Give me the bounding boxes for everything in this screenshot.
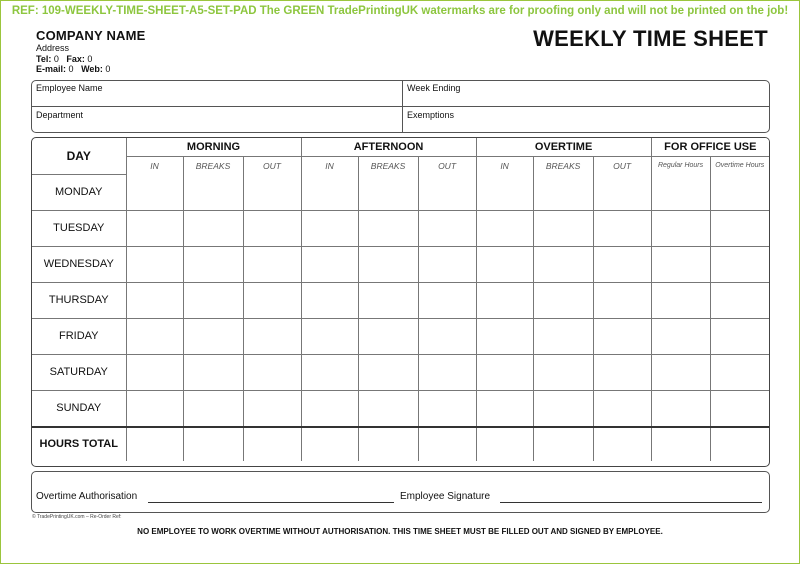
afternoon-header: AFTERNOON bbox=[301, 138, 476, 157]
overtime-breaks-cell[interactable] bbox=[533, 390, 593, 427]
morning-in-cell[interactable] bbox=[126, 390, 183, 427]
overtime-in-header: IN bbox=[476, 157, 533, 175]
morning-in-cell[interactable] bbox=[126, 282, 183, 318]
overtime-hours-cell[interactable] bbox=[710, 354, 769, 390]
regular-hours-cell[interactable] bbox=[651, 318, 710, 354]
overtime-hours-cell[interactable] bbox=[710, 174, 769, 210]
afternoon-in-cell[interactable] bbox=[301, 390, 358, 427]
employee-name-field[interactable]: Employee Name bbox=[36, 83, 103, 93]
regular-hours-total-cell[interactable] bbox=[651, 427, 710, 461]
overtime-out-cell[interactable] bbox=[593, 354, 651, 390]
company-email-web bbox=[36, 64, 146, 75]
overtime-breaks-total-cell[interactable] bbox=[533, 427, 593, 461]
overtime-out-cell[interactable] bbox=[593, 282, 651, 318]
morning-in-total-cell[interactable] bbox=[126, 427, 183, 461]
afternoon-out-cell[interactable] bbox=[418, 282, 476, 318]
afternoon-breaks-cell[interactable] bbox=[358, 174, 418, 210]
morning-out-total-cell[interactable] bbox=[243, 427, 301, 461]
regular-hours-cell[interactable] bbox=[651, 282, 710, 318]
table-row bbox=[32, 246, 769, 282]
morning-breaks-cell[interactable] bbox=[183, 282, 243, 318]
overtime-header: OVERTIME bbox=[476, 138, 651, 157]
employee-signature-label: Employee Signature bbox=[400, 491, 491, 502]
hours-total-label: HOURS TOTAL bbox=[32, 427, 126, 461]
week-ending-field[interactable]: Week Ending bbox=[407, 83, 461, 93]
overtime-in-cell[interactable] bbox=[476, 390, 533, 427]
morning-out-cell[interactable] bbox=[243, 354, 301, 390]
tel-label: Tel: bbox=[36, 53, 52, 64]
overtime-hours-cell[interactable] bbox=[710, 318, 769, 354]
day-label: WEDNESDAY bbox=[32, 246, 126, 282]
day-column-header: DAY bbox=[32, 138, 126, 174]
overtime-out-cell[interactable] bbox=[593, 210, 651, 246]
morning-header: MORNING bbox=[126, 138, 301, 157]
overtime-authorisation-label: Overtime Authorisation bbox=[36, 491, 138, 502]
overtime-hours-total-cell[interactable] bbox=[710, 427, 769, 461]
signoff-box bbox=[31, 471, 770, 513]
afternoon-breaks-cell[interactable] bbox=[358, 390, 418, 427]
afternoon-breaks-cell[interactable] bbox=[358, 210, 418, 246]
footer-notice: NO EMPLOYEE TO WORK OVERTIME WITHOUT AUTHORISATION. THIS TIME SHEET MUST BE FILLED OUT AND SIGNED BY EMPLOYEE. bbox=[137, 527, 663, 536]
day-label: FRIDAY bbox=[32, 318, 126, 354]
afternoon-in-cell[interactable] bbox=[301, 246, 358, 282]
table-row bbox=[32, 318, 769, 354]
overtime-hours-cell[interactable] bbox=[710, 282, 769, 318]
regular-hours-cell[interactable] bbox=[651, 210, 710, 246]
regular-hours-header: Regular Hours bbox=[651, 157, 710, 175]
afternoon-breaks-cell[interactable] bbox=[358, 246, 418, 282]
afternoon-in-cell[interactable] bbox=[301, 174, 358, 210]
afternoon-in-cell[interactable] bbox=[301, 354, 358, 390]
regular-hours-cell[interactable] bbox=[651, 246, 710, 282]
overtime-hours-cell[interactable] bbox=[710, 210, 769, 246]
overtime-in-cell[interactable] bbox=[476, 282, 533, 318]
overtime-breaks-header: BREAKS bbox=[533, 157, 593, 175]
web-label: Web: bbox=[81, 64, 103, 74]
office-use-header: FOR OFFICE USE bbox=[651, 138, 769, 157]
overtime-breaks-cell[interactable] bbox=[533, 318, 593, 354]
morning-in-cell[interactable] bbox=[126, 174, 183, 210]
morning-out-cell[interactable] bbox=[243, 390, 301, 427]
overtime-in-cell[interactable] bbox=[476, 354, 533, 390]
afternoon-out-cell[interactable] bbox=[418, 174, 476, 210]
fax-value: 0 bbox=[87, 53, 93, 64]
afternoon-breaks-cell[interactable] bbox=[358, 318, 418, 354]
tel-value: 0 bbox=[53, 53, 59, 64]
overtime-hours-cell[interactable] bbox=[710, 246, 769, 282]
company-block bbox=[36, 28, 146, 75]
afternoon-in-cell[interactable] bbox=[301, 318, 358, 354]
morning-in-cell[interactable] bbox=[126, 354, 183, 390]
day-label: TUESDAY bbox=[32, 210, 126, 246]
morning-breaks-cell[interactable] bbox=[183, 210, 243, 246]
overtime-out-total-cell[interactable] bbox=[593, 427, 651, 461]
afternoon-breaks-total-cell[interactable] bbox=[358, 427, 418, 461]
overtime-out-cell[interactable] bbox=[593, 318, 651, 354]
afternoon-out-header: OUT bbox=[418, 157, 476, 175]
overtime-out-cell[interactable] bbox=[593, 174, 651, 210]
afternoon-breaks-header: BREAKS bbox=[358, 157, 418, 175]
afternoon-breaks-cell[interactable] bbox=[358, 282, 418, 318]
day-label: THURSDAY bbox=[32, 282, 126, 318]
day-label: SATURDAY bbox=[32, 354, 126, 390]
overtime-breaks-cell[interactable] bbox=[533, 282, 593, 318]
morning-in-cell[interactable] bbox=[126, 246, 183, 282]
table-row bbox=[32, 174, 769, 210]
info-divider-horizontal bbox=[32, 106, 769, 107]
table-row bbox=[32, 354, 769, 390]
morning-in-cell[interactable] bbox=[126, 210, 183, 246]
morning-in-cell[interactable] bbox=[126, 318, 183, 354]
copyright-note: © TradePrintingUK.com – Re-Order Ref: bbox=[32, 514, 122, 520]
afternoon-out-cell[interactable] bbox=[418, 390, 476, 427]
table-row bbox=[32, 282, 769, 318]
afternoon-out-cell[interactable] bbox=[418, 246, 476, 282]
morning-breaks-cell[interactable] bbox=[183, 390, 243, 427]
day-label: SUNDAY bbox=[32, 390, 126, 427]
overtime-breaks-cell[interactable] bbox=[533, 174, 593, 210]
time-sheet-grid bbox=[31, 137, 770, 467]
morning-out-cell[interactable] bbox=[243, 210, 301, 246]
overtime-hours-header: Overtime Hours bbox=[710, 157, 769, 175]
fax-label: Fax: bbox=[66, 53, 85, 64]
afternoon-in-total-cell[interactable] bbox=[301, 427, 358, 461]
afternoon-in-cell[interactable] bbox=[301, 282, 358, 318]
email-label: E-mail: bbox=[36, 64, 67, 74]
day-label: MONDAY bbox=[32, 174, 126, 210]
employee-info-box bbox=[31, 80, 770, 133]
table-row bbox=[32, 390, 769, 427]
email-value: 0 bbox=[68, 64, 74, 74]
afternoon-out-cell[interactable] bbox=[418, 354, 476, 390]
company-phone-fax bbox=[36, 54, 146, 65]
regular-hours-cell[interactable] bbox=[651, 174, 710, 210]
overtime-in-total-cell[interactable] bbox=[476, 427, 533, 461]
regular-hours-cell[interactable] bbox=[651, 390, 710, 427]
morning-breaks-cell[interactable] bbox=[183, 354, 243, 390]
afternoon-in-header: IN bbox=[301, 157, 358, 175]
overtime-in-cell[interactable] bbox=[476, 174, 533, 210]
afternoon-out-total-cell[interactable] bbox=[418, 427, 476, 461]
overtime-out-cell[interactable] bbox=[593, 246, 651, 282]
morning-in-header: IN bbox=[126, 157, 183, 175]
web-value: 0 bbox=[105, 64, 111, 74]
overtime-breaks-cell[interactable] bbox=[533, 354, 593, 390]
morning-breaks-cell[interactable] bbox=[183, 246, 243, 282]
morning-out-cell[interactable] bbox=[243, 246, 301, 282]
morning-breaks-header: BREAKS bbox=[183, 157, 243, 175]
overtime-out-cell[interactable] bbox=[593, 390, 651, 427]
proof-watermark: REF: 109-WEEKLY-TIME-SHEET-A5-SET-PAD The GREEN TradePrintingUK watermarks are for proofing only and will not be printed on the job! bbox=[11, 5, 789, 17]
employee-signature-line[interactable] bbox=[500, 502, 762, 503]
overtime-breaks-cell[interactable] bbox=[533, 210, 593, 246]
exemptions-field[interactable]: Exemptions bbox=[407, 110, 455, 120]
overtime-breaks-cell[interactable] bbox=[533, 246, 593, 282]
morning-out-header: OUT bbox=[243, 157, 301, 175]
afternoon-breaks-cell[interactable] bbox=[358, 354, 418, 390]
regular-hours-cell[interactable] bbox=[651, 354, 710, 390]
company-name: COMPANY NAME bbox=[36, 28, 146, 43]
afternoon-out-cell[interactable] bbox=[418, 210, 476, 246]
morning-out-cell[interactable] bbox=[243, 282, 301, 318]
hours-total-row bbox=[32, 427, 769, 461]
overtime-hours-cell[interactable] bbox=[710, 390, 769, 427]
department-field[interactable]: Department bbox=[36, 110, 84, 120]
overtime-out-header: OUT bbox=[593, 157, 651, 175]
table-row bbox=[32, 210, 769, 246]
company-address: Address bbox=[36, 43, 70, 53]
morning-breaks-cell[interactable] bbox=[183, 318, 243, 354]
time-sheet-table bbox=[32, 138, 769, 461]
afternoon-out-cell[interactable] bbox=[418, 318, 476, 354]
afternoon-in-cell[interactable] bbox=[301, 210, 358, 246]
morning-out-cell[interactable] bbox=[243, 174, 301, 210]
overtime-in-cell[interactable] bbox=[476, 210, 533, 246]
overtime-in-cell[interactable] bbox=[476, 318, 533, 354]
morning-out-cell[interactable] bbox=[243, 318, 301, 354]
morning-breaks-total-cell[interactable] bbox=[183, 427, 243, 461]
overtime-in-cell[interactable] bbox=[476, 246, 533, 282]
overtime-authorisation-line[interactable] bbox=[148, 502, 394, 503]
document-title: WEEKLY TIME SHEET bbox=[533, 26, 768, 51]
morning-breaks-cell[interactable] bbox=[183, 174, 243, 210]
